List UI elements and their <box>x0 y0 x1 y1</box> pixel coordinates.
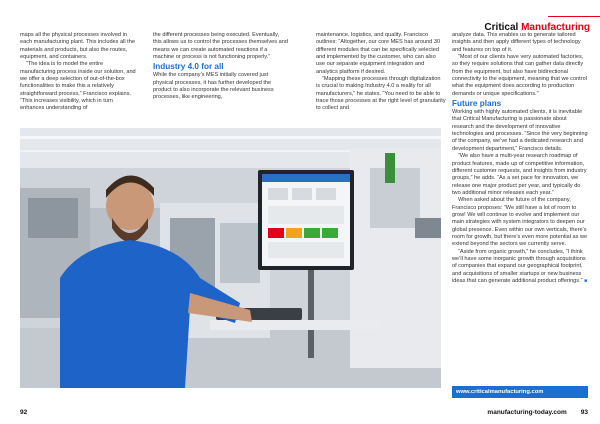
end-mark: ■ <box>584 278 588 284</box>
company-url-link[interactable]: www.criticalmanufacturing.com <box>452 386 588 398</box>
paragraph: “Mapping these processes through digitalization is crucial to making Industry 4.0 a reality for all manufacturers,” he states. “You need to be able to trace those processes at the right level of granularity to collect and <box>316 76 446 112</box>
page-number-left: 92 <box>20 409 28 416</box>
brand-logo: Critical Manufacturing <box>484 22 590 33</box>
paragraph: maps all the physical processes involved in each manufacturing plant. This includes all the materials and products, but also the routes, equipment, and containers. <box>20 32 135 61</box>
footer-right <box>487 409 588 416</box>
paragraph: “Aside from organic growth,” he concludes, “I think we’ll have some inorganic growth through acquisitions of companies that expand our geographical footprint, and acquisitions of smaller startups or new business ideas that can generate additional product offerings.” ■ <box>452 248 588 284</box>
site-url[interactable]: manufacturing-today.com <box>487 409 567 416</box>
section-heading: Future plans <box>452 99 502 109</box>
paragraph: the different processes being executed. Eventually, this allows us to control the processes themselves and means we can create automated reactions if a machine or process is not functioning properly.” <box>153 32 288 61</box>
brand-accent-line <box>548 16 600 17</box>
factory-photo <box>20 128 441 388</box>
paragraph: Working with highly automated clients, it is inevitable that Critical Manufacturing is passionate about research and the development of innovative technologies and processes. “Since the very beginning of the company, we’ve had a dedicated research and development department,” Francisco details. <box>452 109 588 152</box>
article-column-4 <box>452 32 588 285</box>
paragraph: While the company’s MES initially covered just physical processes, it has further developed the product to also incorporate the relevant business processes, like engineering, <box>153 72 274 101</box>
paragraph: “We also have a multi-year research roadmap of product features, made up of competitive information, different customer requests, and insights from industry groups,” he adds. “As a set pace for innovation, we release one major product per year, and typically do two additional minor releases each year.” <box>452 153 587 196</box>
section-heading: Industry 4.0 for all <box>153 62 224 72</box>
paragraph: When asked about the future of the company, Francisco proposes: “We still have a lot of room to grow! We will continue to evolve and implement our main strategies with system integrators to deepen our global presence. Even within our own verticals, there’s room for growth, but there’s even more potential as we extend beyond the sectors we currently serve. <box>452 197 588 248</box>
paragraph: analyze data. This enables us to generate tailored insights and then apply different types of technology and features on top of it. <box>452 32 581 53</box>
paragraph: maintenance, logistics, and quality. Francisco outlines: “Altogether, our core MES has around 30 different modules that can be specifically selected and implemented by the customer, who can also use our separate equipment integration and analytics platform if desired. <box>316 32 441 75</box>
article-column-2 <box>153 32 289 102</box>
article-column-1 <box>20 32 136 113</box>
paragraph: “Most of our clients have very automated factories, so they require solutions that can gather data directly from the equipment, but also have bidirectional connectivity to the equipment, meaning that we control what the equipment does according to production demands or unique specifications.” <box>452 54 587 97</box>
page-number-right: 93 <box>580 409 588 416</box>
factory-photo-illustration <box>20 128 441 388</box>
paragraph: “The idea is to model the entire manufacturing process inside our solution, and we offer a deep selection of out-of-the-box functionalities to make this a relatively straightforward process,” Francisco explains. “This increases visibility, which in turn enhances understanding of <box>20 61 136 112</box>
article-column-3 <box>316 32 446 113</box>
brand-bar <box>0 10 600 33</box>
